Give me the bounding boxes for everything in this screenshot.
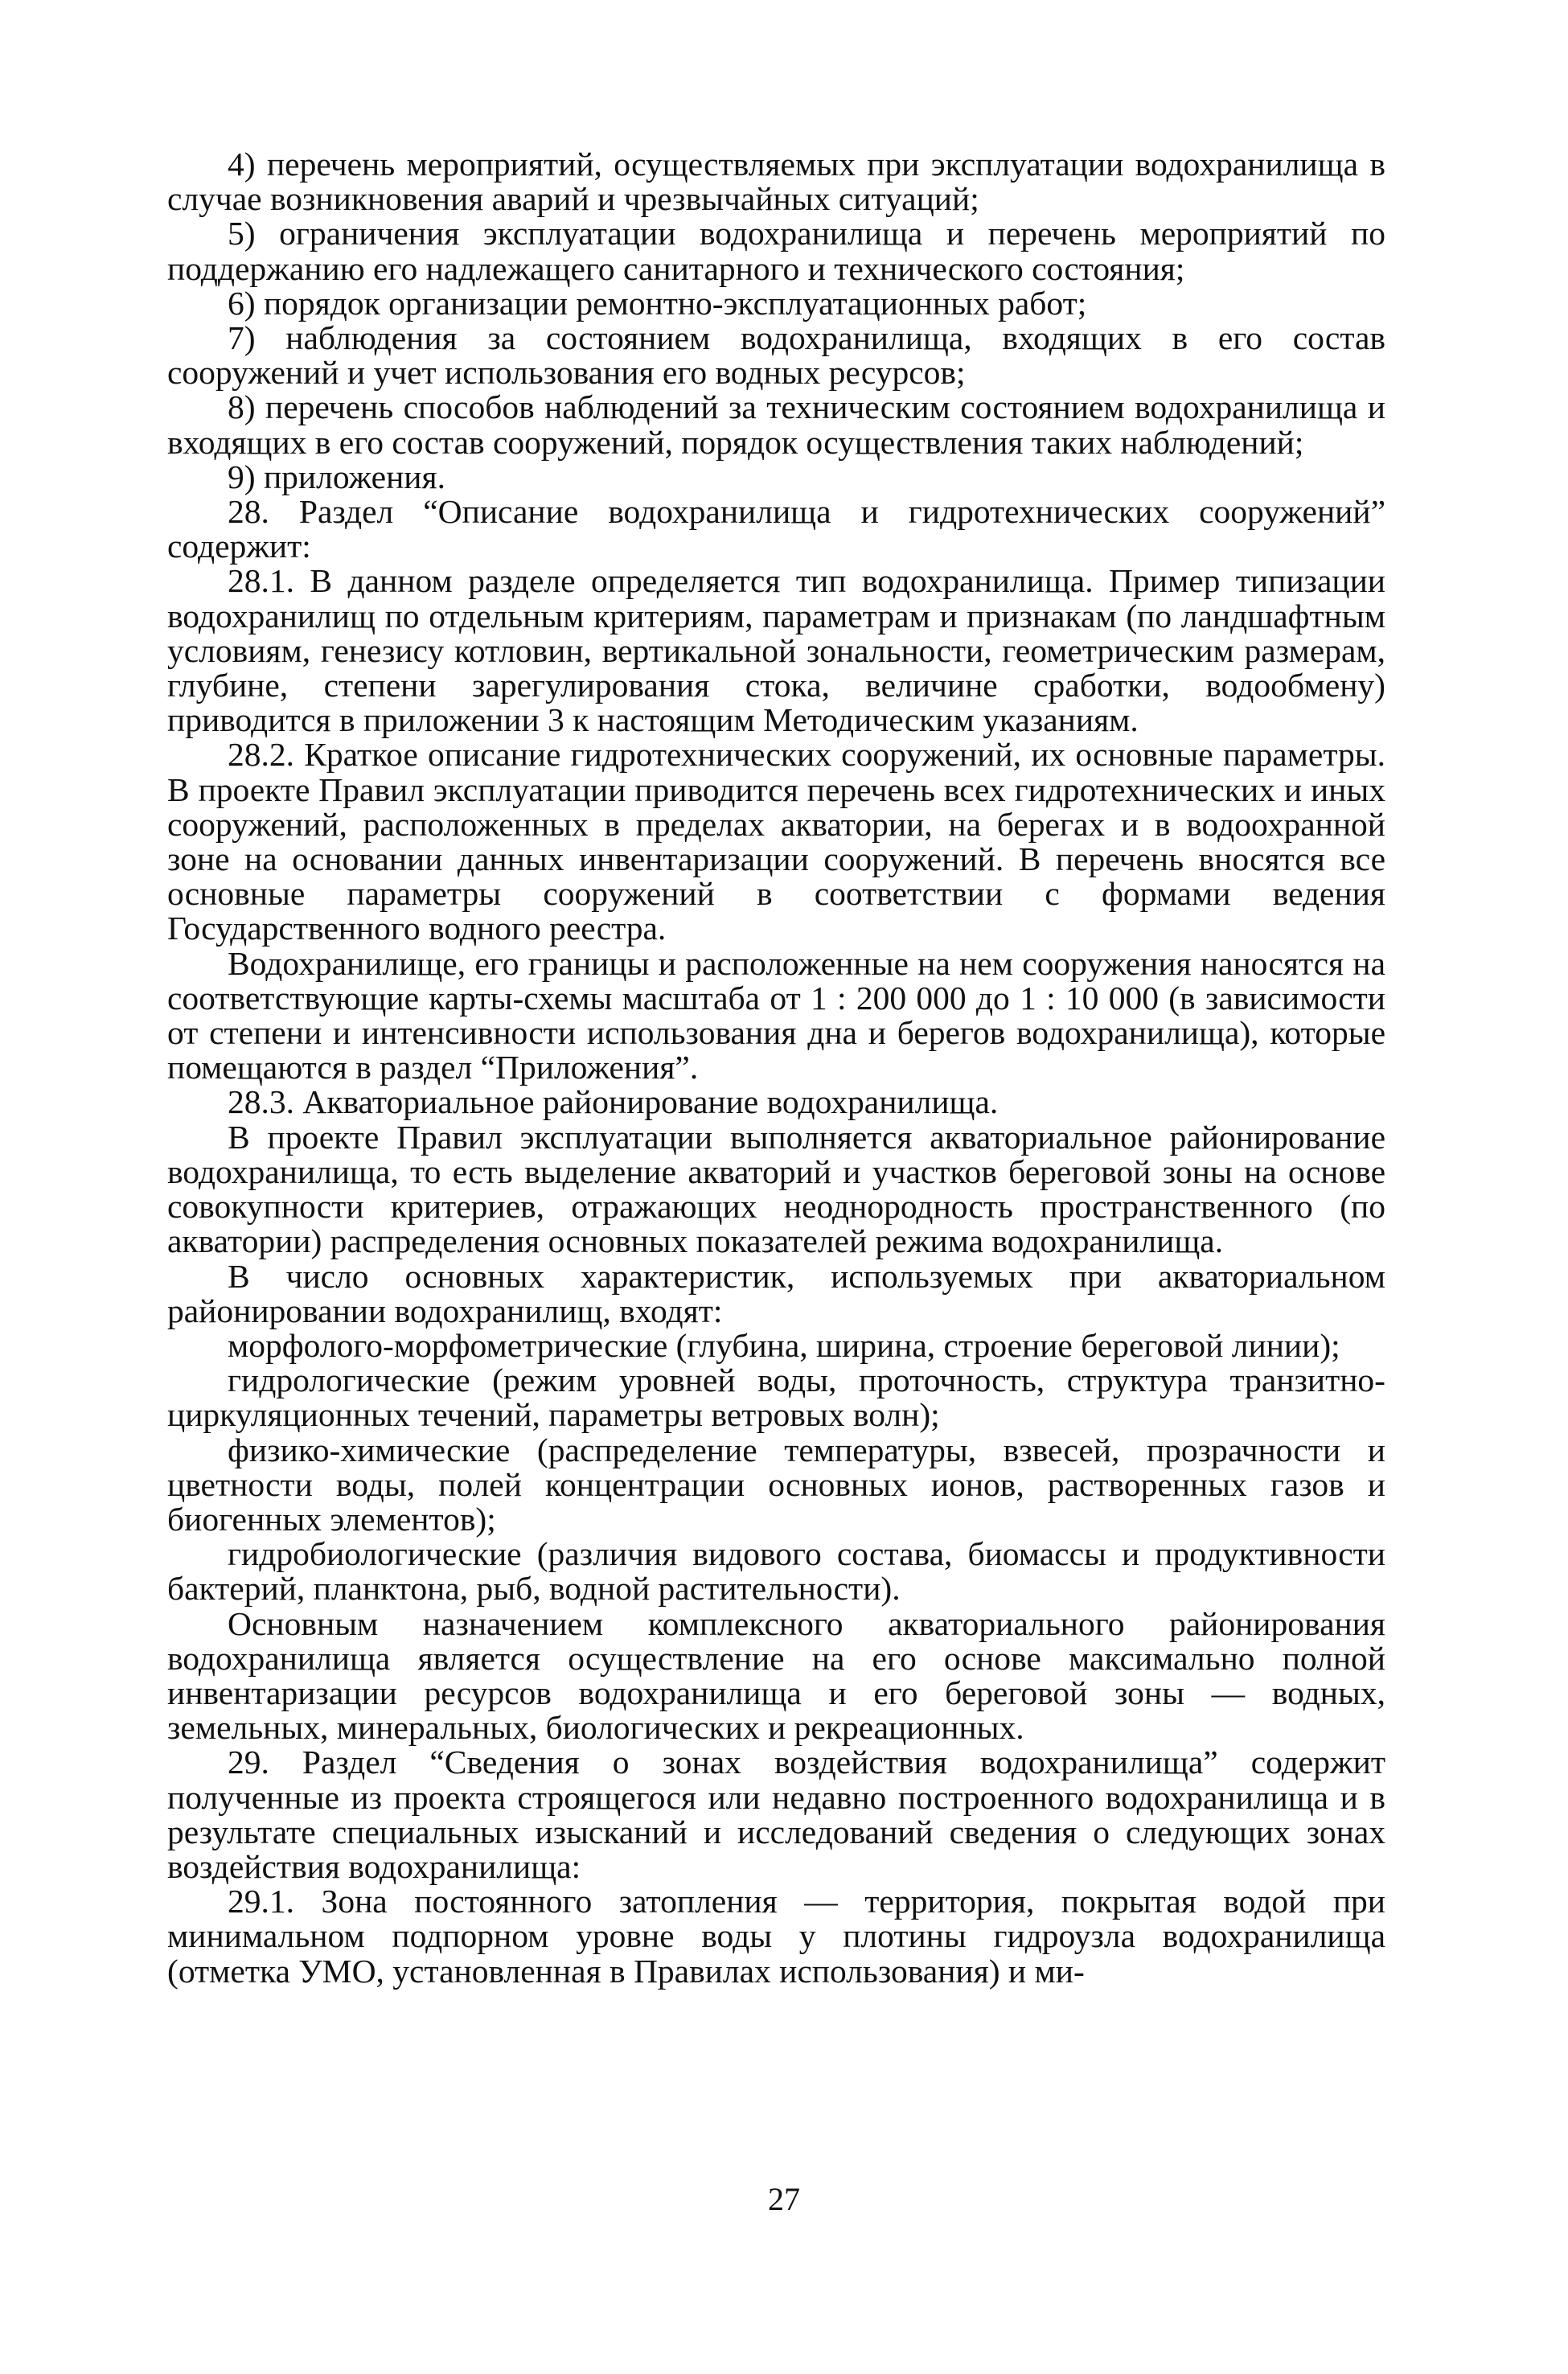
body-text [167,147,1385,1989]
section-28-3-heading: 28.3. Акваториальное районирование водохранилища. [228,1083,999,1121]
section-29-heading: 29. Раздел “Сведения о зонах воздействия водохранилища” содержит полученные из проекта строящегося или недавно построенного водохранилища и в результате специальных изысканий и исследований сведения о следующих зонах воздействия водохранилища: [167,1744,1385,1885]
reservoir-maps-paragraph: Водохранилище, его границы и расположенные на нем сооружения наносятся на соответствующие карты-схемы масштаба от 1 : 200 000 до 1 : 10 000 (в зависимости от степени и интенсивности использования дна и берегов водохранилища), которые помещаются в раздел “Приложения”. [167,944,1385,1086]
list-item-7: 7) наблюдения за состоянием водохранилища, входящих в его состав сооружений и учет использования его водных ресурсов; [167,319,1385,392]
characteristic-hydrobiological: гидробиологические (различия видового состава, биомассы и продуктивности бактерий, планктона, рыб, водной растительности). [167,1535,1385,1608]
characteristic-morphological: морфолого-морфометрические (глубина, ширина, строение береговой линии); [228,1326,1340,1364]
characteristic-hydrological: гидрологические (режим уровней воды, проточность, структура транзитно-циркуляционных течений, параметры ветровых волн); [167,1362,1385,1434]
list-item-5: 5) ограничения эксплуатации водохранилища и перечень мероприятий по поддержанию его надлежащего санитарного и технического состояния; [167,215,1385,287]
list-item-6: 6) порядок организации ремонтно-эксплуатационных работ; [228,284,1087,322]
zoning-paragraph: В проекте Правил эксплуатации выполняется акваториальное районирование водохранилища, то есть выделение акваторий и участков береговой зоны на основе совокупности критериев, отражающих неоднородность пространственного (по акватории) распределения основных показателей режима водохранилища. [167,1118,1385,1260]
list-item-8: 8) перечень способов наблюдений за техническим состоянием водохранилища и входящих в его состав сооружений, порядок осуществления таких наблюдений; [167,388,1385,461]
characteristics-intro: В число основных характеристик, используемых при акваториальном районировании водохранилищ, входят: [167,1257,1385,1329]
section-28-1: 28.1. В данном разделе определяется тип водохранилища. Пример типизации водохранилищ по отдельным критериям, параметрам и признакам (по ландшафтным условиям, генезису котловин, вертикальной зональности, геометрическим размерам, глубине, степени зарегулирования стока, величине сработки, водообмену) приводится в приложении 3 к настоящим Методическим указаниям. [167,562,1385,739]
list-item-9: 9) приложения. [228,458,445,495]
section-28-2: 28.2. Краткое описание гидротехнических сооружений, их основные параметры. В проекте Правил эксплуатации приводится перечень всех гидротехнических и иных сооружений, расположенных в пределах акватории, на берегах и в водоохранной зоне на основании данных инвентаризации сооружений. В перечень вносятся все основные параметры сооружений в соответствии с формами ведения Государственного водного реестра. [167,736,1385,947]
characteristic-physico-chemical: физико-химические (распределение температуры, взвесей, прозрачности и цветности воды, полей концентрации основных ионов, растворенных газов и биогенных элементов); [167,1431,1385,1538]
list-item-4: 4) перечень мероприятий, осуществляемых при эксплуатации водохранилища в случае возникновения аварий и чрезвычайных ситуаций; [167,146,1385,218]
page-number: 27 [768,2181,800,2217]
section-29-1: 29.1. Зона постоянного затопления — территория, покрытая водой при минимальном подпорном уровне воды у плотины гидроузла водохранилища (отметка УМО, установленная в Правилах использования) и ми- [167,1883,1385,1990]
section-28-heading: 28. Раздел “Описание водохранилища и гидротехнических сооружений” содержит: [167,493,1385,565]
zoning-purpose-paragraph: Основным назначением комплексного акваториального районирования водохранилища является осуществление на его основе максимально полной инвентаризации ресурсов водохранилища и его береговой зоны — водных, земельных, минеральных, биологических и рекреационных. [167,1604,1385,1747]
